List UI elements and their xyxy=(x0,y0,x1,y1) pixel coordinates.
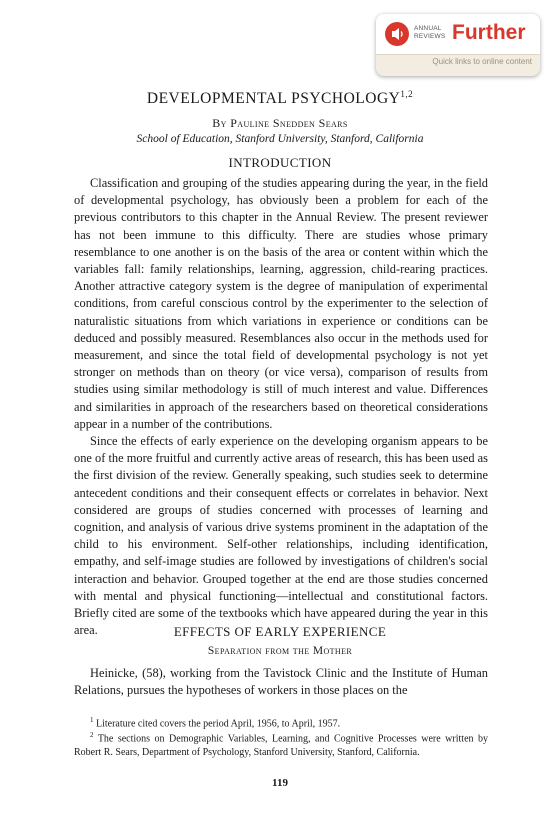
article-title xyxy=(0,89,560,108)
author-affiliation: School of Education, Stanford University, Stanford, California xyxy=(136,133,424,145)
author-line: By Pauline Snedden Sears xyxy=(212,116,348,130)
intro-paragraph-1: Classification and grouping of the studies appearing during the year, in the field of developmental psychology, has obviously been a problem for each of the previous contributors to this chapter in the Annual Review. The present reviewer has not been immune to this difficulty. There are studies whose primary resemblance to one another is on the basis of the area or content within which the variables fall: family relationships, learning, aggression, child-rearing practices. Another attractive category system is the degree of manipulation of experimental conditions, from careful conscious control by the experimenter to the selection of naturalistic situations from which variations in experience or conditions can be deduced and possibly measured. Resemblances also occur in the methods used for measurement, and since the total field of developmental psychology is not yet stronger on methods than on theory (or vice versa), comparison of results from studies using similar methodology is still of much interest and value. Differences and similarities in approach of the researchers based on theoretical considerations appear in a number of the contributions. xyxy=(74,176,488,431)
footnote-2 xyxy=(74,729,488,760)
subheading-separation-from-mother: Separation from the Mother xyxy=(207,645,353,657)
footnote-1-mark: 1 xyxy=(90,716,94,724)
footnote-1-text: Literature cited covers the period April, 1956, to April, 1957. xyxy=(96,718,341,730)
annual-reviews-logo-text xyxy=(414,25,454,40)
section-heading-early-experience: EFFECTS OF EARLY EXPERIENCE xyxy=(173,624,387,639)
title-footnote-marks: 1,2 xyxy=(400,89,414,99)
annual-reviews-further-badge[interactable] xyxy=(376,14,540,76)
article-title-text: DEVELOPMENTAL PSYCHOLOGY xyxy=(146,90,401,108)
brand-line-2: REVIEWS xyxy=(414,32,446,40)
speaker-play-icon xyxy=(385,22,409,46)
badge-header xyxy=(376,14,540,55)
footnote-2-text: The sections on Demographic Variables, Learning, and Cognitive Processes were written by Robert R. Sears, Department of Psychology, Stanford University, Stanford, California. xyxy=(74,733,488,759)
early-experience-paragraph-1: Heinicke, (58), working from the Tavistock Clinic and the Institute of Human Relations, pursues the hypotheses of workers in those places on the xyxy=(74,666,488,698)
badge-subtitle: Quick links to online content xyxy=(432,57,532,66)
intro-paragraph-2: Since the effects of early experience on the developing organism appears to be one of the more fruitful and currently active areas of research, this has been used as the first division of the review. Generally speaking, such studies seek to determine antecedent conditions and their consequent effects or correlates in behavior. Next considered are groups of studies concerned with processes of learning and cognition, and analysis of various drive systems prominent in the adaptation of the child to his environment. Self-other relationships, including identification, empathy, and self-image studies are followed by investigations of children's social interaction and behavior. Grouped together at the end are those studies concerned with mental and physical functioning—intellectual and constitutional factors. Briefly cited are some of the textbooks which have appeared during the year in this area. xyxy=(74,434,488,638)
brand-line-1: ANNUAL xyxy=(414,25,442,32)
page-number: 119 xyxy=(272,777,288,789)
footnote-2-mark: 2 xyxy=(90,731,94,739)
badge-title: Further xyxy=(452,21,526,44)
section-heading-introduction: INTRODUCTION xyxy=(228,155,332,170)
